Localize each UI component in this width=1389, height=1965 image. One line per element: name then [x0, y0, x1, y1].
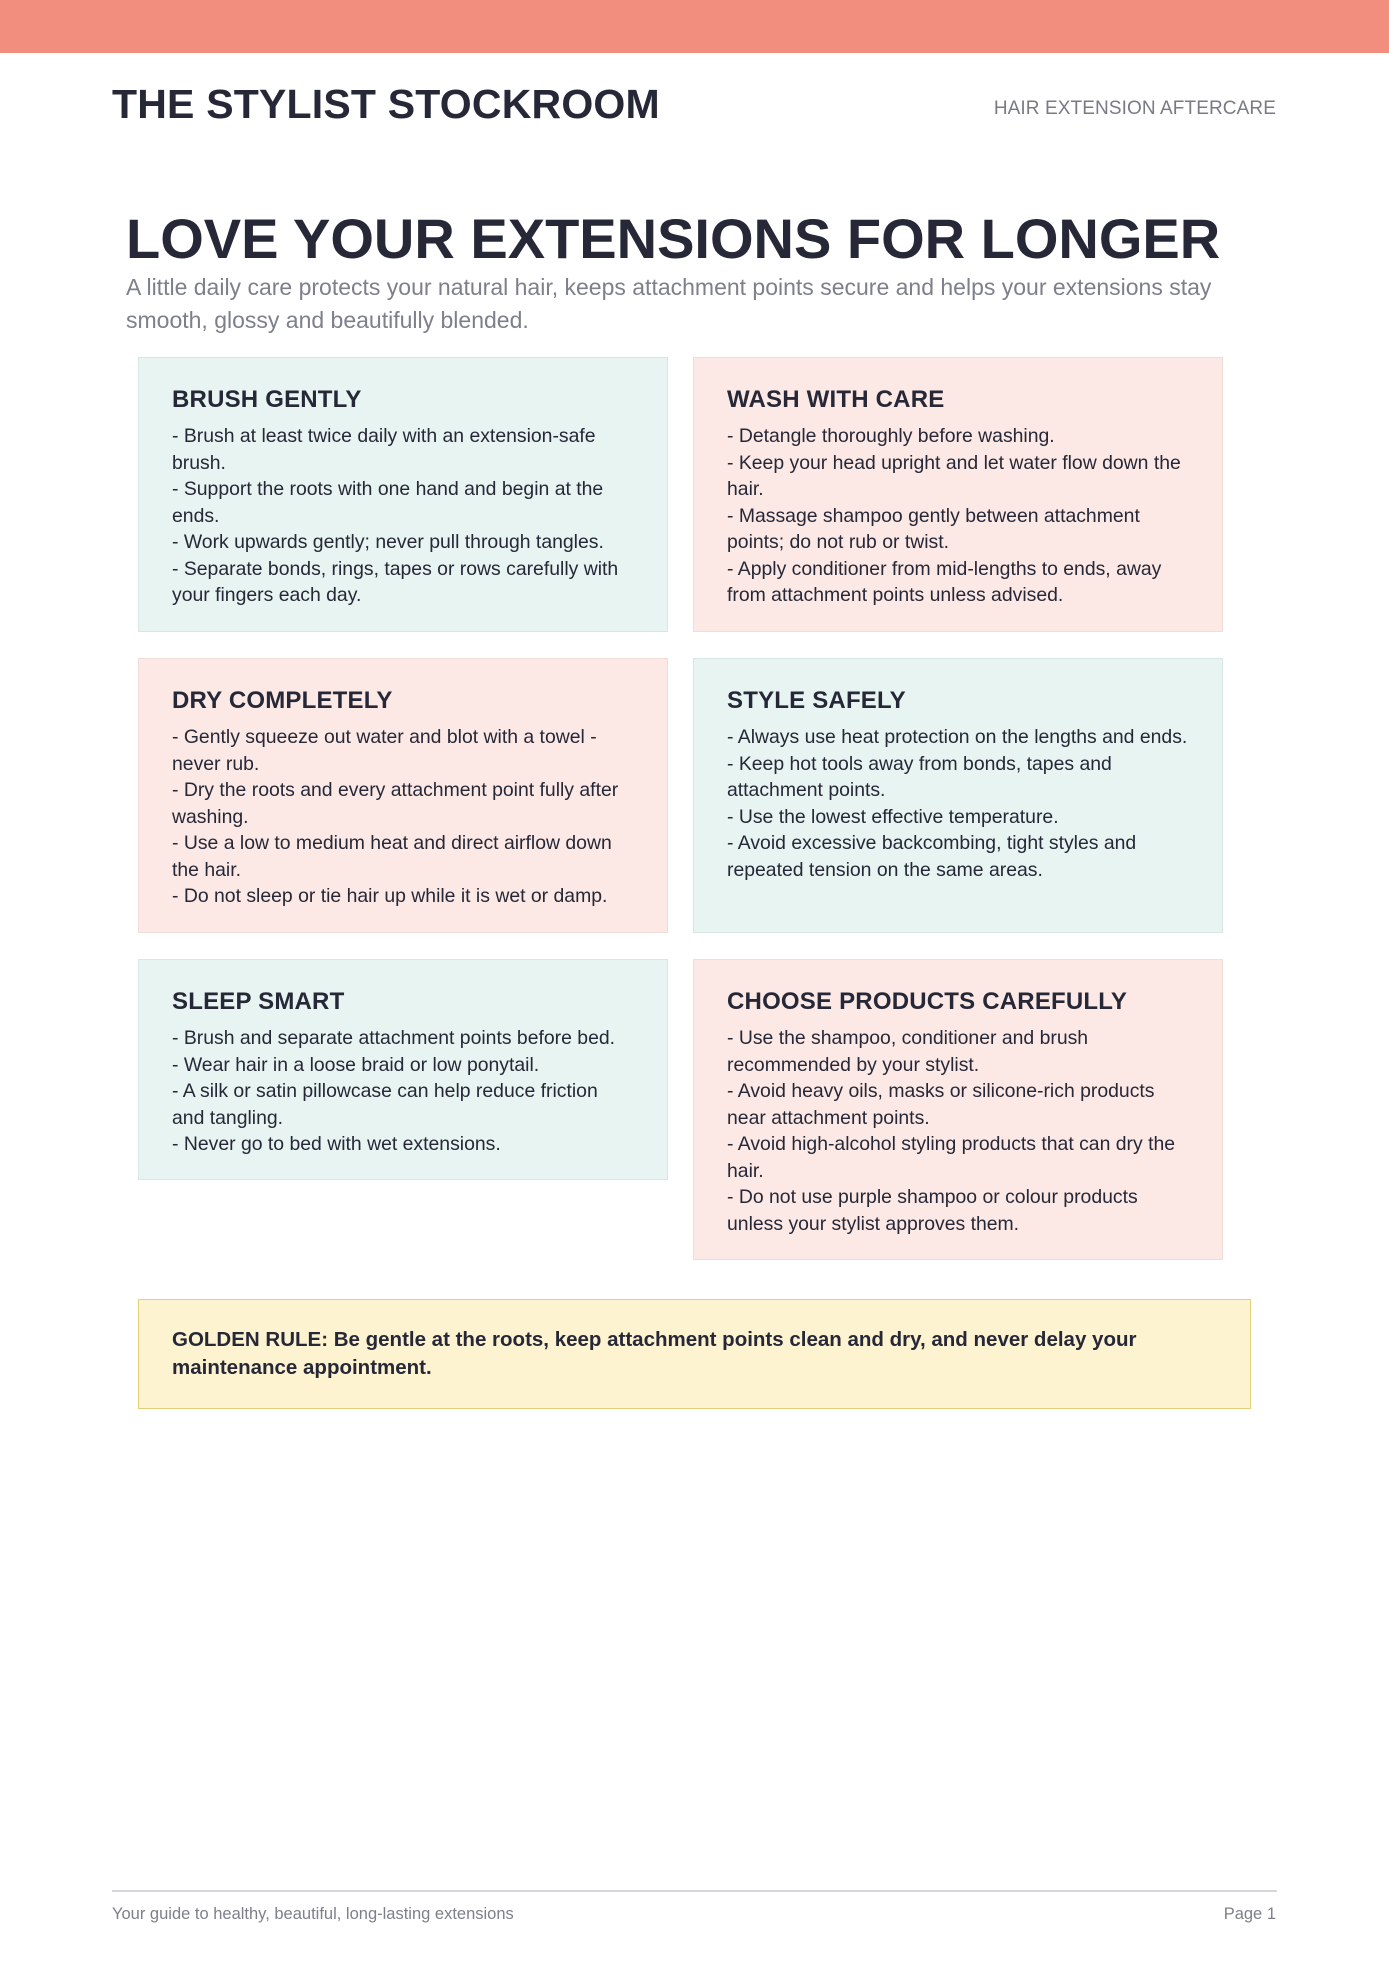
list-item: - Use a low to medium heat and direct airflow down the hair. — [172, 832, 612, 881]
list-item: - Work upwards gently; never pull through tangles. — [172, 531, 604, 553]
list-item: - Support the roots with one hand and begin at the ends. — [172, 478, 604, 527]
card-style-safely — [693, 658, 1223, 933]
card-list — [727, 724, 1190, 883]
list-item: - Gently squeeze out water and blot with a towel - never rub. — [172, 726, 597, 775]
list-item: - Keep hot tools away from bonds, tapes and attachment points. — [727, 752, 1112, 801]
card-sleep-smart — [138, 959, 668, 1180]
list-item: - Avoid high-alcohol styling products that can dry the hair. — [727, 1133, 1176, 1182]
footer-tagline: Your guide to healthy, beautiful, long-lasting extensions — [112, 1905, 514, 1923]
list-item: - Massage shampoo gently between attachment points; do not rub or twist. — [727, 504, 1140, 553]
list-item: - Never go to bed with wet extensions. — [172, 1133, 501, 1155]
card-list — [172, 724, 635, 910]
list-item: - A silk or satin pillowcase can help reduce friction and tangling. — [172, 1080, 598, 1129]
card-title: STYLE SAFELY — [727, 687, 906, 714]
card-list — [727, 423, 1190, 609]
card-title: BRUSH GENTLY — [172, 386, 362, 413]
list-item: - Avoid heavy oils, masks or silicone-rich products near attachment points. — [727, 1080, 1155, 1129]
brand-name: THE STYLIST STOCKROOM — [112, 81, 660, 127]
card-title: DRY COMPLETELY — [172, 687, 393, 714]
card-list — [172, 423, 635, 609]
page-title: LOVE YOUR EXTENSIONS FOR LONGER — [126, 207, 1221, 270]
list-item: - Avoid excessive backcombing, tight styles and repeated tension on the same areas. — [727, 832, 1137, 881]
card-list — [172, 1025, 635, 1158]
list-item: - Do not sleep or tie hair up while it is wet or damp. — [172, 885, 608, 907]
page-number: Page 1 — [1223, 1905, 1276, 1923]
list-item: - Use the lowest effective temperature. — [727, 805, 1059, 828]
list-item: - Detangle thoroughly before washing. — [727, 425, 1055, 447]
list-item: - Wear hair in a loose braid or low ponytail. — [172, 1053, 540, 1076]
list-item: - Separate bonds, rings, tapes or rows carefully with your fingers each day. — [172, 557, 619, 606]
list-item: - Do not use purple shampoo or colour products unless your stylist approves them. — [727, 1186, 1138, 1235]
list-item: - Brush at least twice daily with an extension-safe brush. — [172, 425, 596, 474]
list-item: - Use the shampoo, conditioner and brush recommended by your stylist. — [727, 1027, 1089, 1076]
list-item: - Brush and separate attachment points before bed. — [172, 1027, 616, 1049]
card-dry-completely — [138, 658, 668, 933]
card-title: SLEEP SMART — [172, 988, 345, 1015]
list-item: - Keep your head upright and let water flow down the hair. — [727, 451, 1181, 500]
card-list — [727, 1025, 1190, 1237]
list-item: - Apply conditioner from mid-lengths to ends, away from attachment points unless advised. — [727, 557, 1162, 606]
top-accent-bar — [0, 0, 1389, 53]
footer-divider — [112, 1890, 1277, 1892]
document-label: HAIR EXTENSION AFTERCARE — [993, 98, 1276, 119]
card-wash-with-care — [693, 357, 1223, 632]
list-item: - Always use heat protection on the lengths and ends. — [727, 726, 1188, 748]
golden-rule-callout: GOLDEN RULE: Be gentle at the roots, keep attachment points clean and dry, and never delay your maintenance appointment. — [138, 1299, 1251, 1409]
card-brush-gently — [138, 357, 668, 632]
list-item: - Dry the roots and every attachment point fully after washing. — [172, 779, 619, 828]
card-title: WASH WITH CARE — [727, 386, 945, 413]
page-subtitle: A little daily care protects your natural hair, keeps attachment points secure and helps your extensions stay smooth, glossy and beautifully blended. — [126, 274, 1212, 333]
card-choose-products-carefully — [693, 959, 1223, 1260]
card-title: CHOOSE PRODUCTS CAREFULLY — [727, 988, 1128, 1015]
